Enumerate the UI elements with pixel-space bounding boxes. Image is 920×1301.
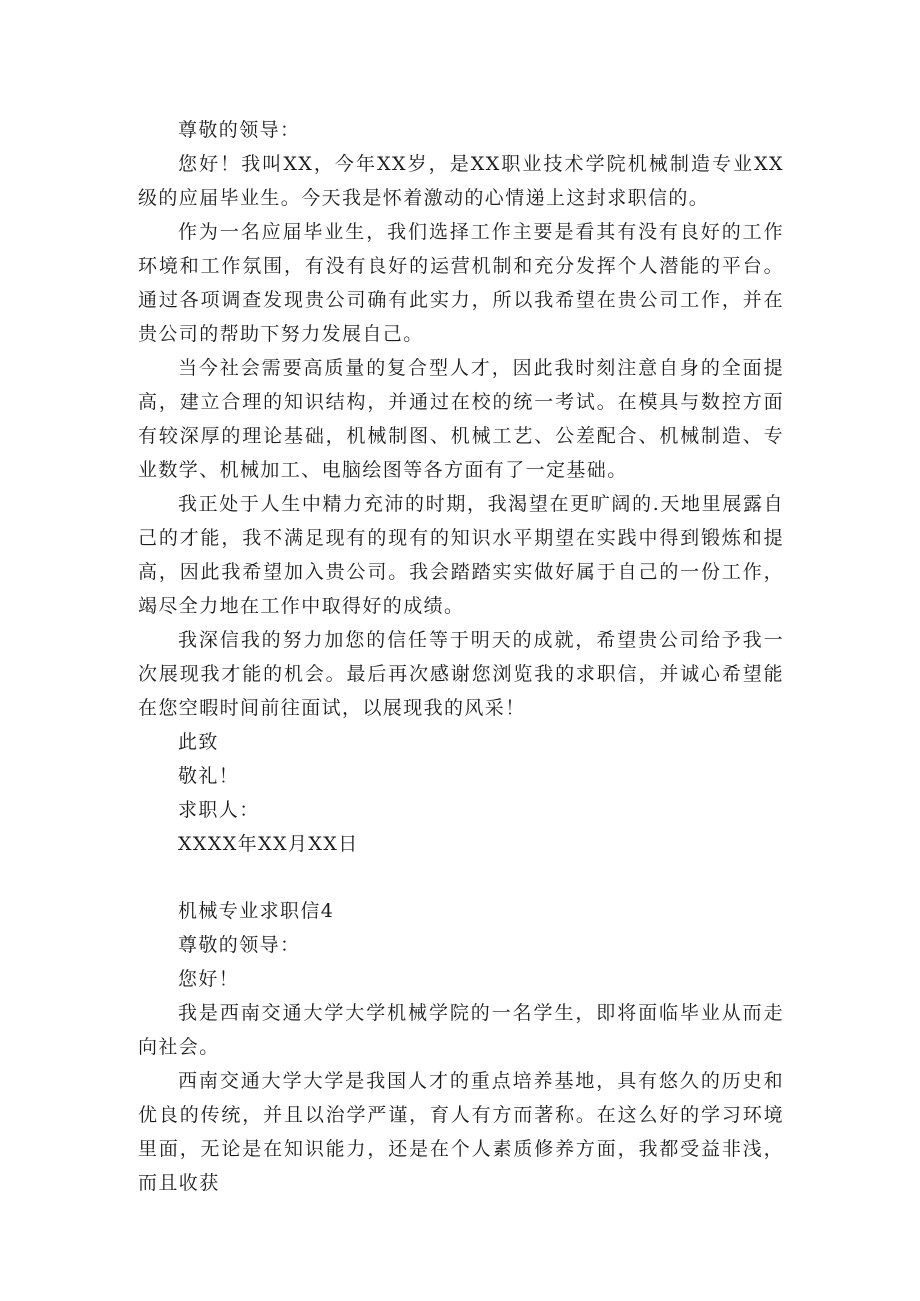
paragraph-4: 我正处于人生中精力充沛的时期，我渴望在更旷阔的.天地里展露自己的才能，我不满足现有的现有的知识水平期望在实践中得到锻炼和提高，因此我希望加入贵公司。我会踏踏实实做好属于自己的一份工作，竭尽全力地在工作中取得好的成绩。 xyxy=(138,493,784,617)
paragraph-3: 当今社会需要高质量的复合型人才，因此我时刻注意自身的全面提高，建立合理的知识结构，并通过在校的统一考试。在模具与数控方面有较深厚的理论基础，机械制图、机械工艺、公差配合、机械制造、专业数学、机械加工、电脑绘图等各方面有了一定基础。 xyxy=(138,357,784,481)
section-title: 机械专业求职信4 xyxy=(178,900,335,922)
paragraph-5: 我深信我的努力加您的信任等于明天的成就，希望贵公司给予我一次展现我才能的机会。最后再次感谢您浏览我的求职信，并诚心希望能在您空暇时间前往面试，以展现我的风采！ xyxy=(138,629,784,719)
greeting: 您好！ xyxy=(178,968,240,990)
date-line: XXXX年XX月XX日 xyxy=(178,833,359,855)
paragraph-2-2: 西南交通大学大学是我国人才的重点培养基地，具有悠久的历史和优良的传统，并且以治学严谨，育人有方而著称。在这么好的学习环境里面，无论是在知识能力，还是在个人素质修养方面，我都受益非浅，而且收获 xyxy=(138,1070,784,1194)
cover-letter-2 xyxy=(138,894,784,1200)
closing-phrase: 此致 xyxy=(178,731,219,753)
signer-label: 求职人： xyxy=(178,799,260,821)
paragraph-2: 作为一名应届毕业生，我们选择工作主要是看其有没有良好的工作环境和工作氛围，有没有良好的运营机制和充分发挥个人潜能的平台。通过各项调查发现贵公司确有此实力，所以我希望在贵公司工作，并在贵公司的帮助下努力发展自己。 xyxy=(138,221,784,345)
cover-letter-1 xyxy=(138,113,784,861)
paragraph-1: 您好！我叫XX，今年XX岁，是XX职业技术学院机械制造专业XX级的应届毕业生。今天我是怀着激动的心情递上这封求职信的。 xyxy=(138,153,784,209)
salutation-2: 尊敬的领导： xyxy=(178,934,301,956)
salutation: 尊敬的领导： xyxy=(178,119,301,141)
paragraph-2-1: 我是西南交通大学大学机械学院的一名学生，即将面临毕业从而走向社会。 xyxy=(138,1002,784,1058)
closing-salute: 敬礼！ xyxy=(178,765,240,787)
